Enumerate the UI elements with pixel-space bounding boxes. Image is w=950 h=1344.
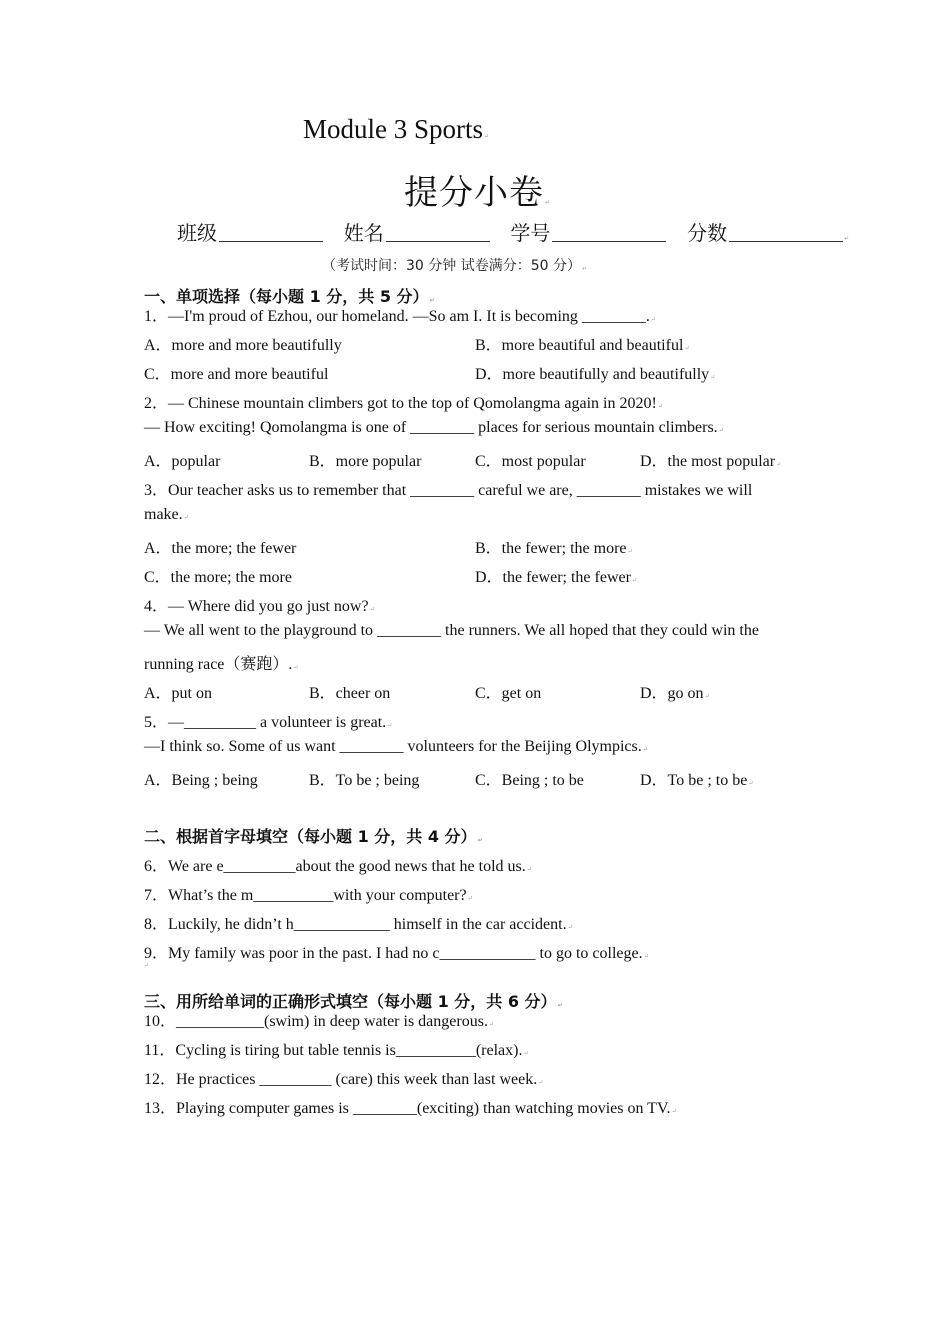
q8-line: 8．Luckily, he didn’t h____________ himself in the car accident.↵ [144,916,573,933]
q4-option-b: B．cheer on [309,685,391,702]
student-info-row: 班级 姓名 学号 分数 ↵ [177,221,850,245]
q2-stem: 2．— Chinese mountain climbers got to the top of Qomolangma again in 2020!↵ [144,395,663,412]
exam-info: （考试时间：30 分钟 试卷满分：50 分）↵ [322,258,588,274]
q5-option-c: C．Being ; to be [475,772,584,789]
q11-line: 11．Cycling is tiring but table tennis is__________(relax).↵ [144,1042,529,1059]
q2-option-d: D．the most popular↵ [640,453,782,470]
q4-stem: 4．— Where did you go just now?↵ [144,598,375,615]
q4-option-a: A．put on [144,685,213,702]
q1-option-b: B．more beautiful and beautiful↵ [475,337,690,354]
q2-stem-2: — How exciting! Qomolangma is one of ________ places for serious mountain climbers.↵ [144,419,724,436]
q4-option-d: D．go on↵ [640,685,710,702]
q10-line: 10．___________(swim) in deep water is dangerous.↵ [144,1013,494,1030]
q6-line: 6．We are e_________about the good news that he told us.↵ [144,858,532,875]
score-blank[interactable] [729,223,843,242]
q4-option-c: C．get on [475,685,542,702]
q5-stem: 5．—_________ a volunteer is great.↵ [144,714,393,731]
q1-option-d: D．more beautifully and beautifully↵ [475,366,716,383]
score-label: 分数 [687,221,728,245]
q5-option-d: D．To be ; to be↵ [640,772,754,789]
name-blank[interactable] [386,223,490,242]
q5-stem-2: —I think so. Some of us want ________ volunteers for the Beijing Olympics.↵ [144,738,648,755]
q9-line: 9．My family was poor in the past. I had no c____________ to go to college.↵ [144,945,649,962]
q12-line: 12．He practices _________ (care) this week than last week.↵ [144,1071,544,1088]
q3-stem-2: make.↵ [144,506,189,523]
q5-option-b: B．To be ; being [309,772,420,789]
q1-stem: 1．—I'm proud of Ezhou, our homeland. —So am I. It is becoming ________.↵ [144,308,656,325]
q13-line: 13．Playing computer games is ________(exciting) than watching movies on TV.↵ [144,1100,677,1117]
class-label: 班级 [177,221,217,245]
paper-subtitle: 提分小卷↵ [404,173,552,213]
class-blank[interactable] [219,223,323,242]
section-heading-3: 三、用所给单词的正确形式填空（每小题 1 分，共 6 分）↵ [144,992,563,1011]
q1-option-a: A．more and more beautifully [144,337,342,354]
q3-option-c: C．the more; the more [144,569,292,586]
module-title: Module 3 Sports↵ [303,114,490,144]
q3-stem: 3．Our teacher asks us to remember that ________ careful we are, ________ mistakes we will [144,482,753,499]
section-heading-2: 二、根据首字母填空（每小题 1 分，共 4 分）↵ [144,827,483,846]
q2-option-b: B．more popular [309,453,422,470]
q3-option-b: B．the fewer; the more↵ [475,540,633,557]
q2-option-c: C．most popular [475,453,586,470]
student-id-blank[interactable] [552,223,666,242]
q1-option-c: C．more and more beautiful [144,366,329,383]
section-heading-1: 一、单项选择（每小题 1 分，共 5 分）↵ [144,287,435,306]
q2-option-a: A．popular [144,453,221,470]
q3-option-d: D．the fewer; the fewer↵ [475,569,637,586]
name-label: 姓名 [343,221,384,245]
paragraph-mark: ↵ [144,963,150,969]
q4-stem-2: — We all went to the playground to ________ the runners. We all hoped that they could win the [144,622,759,639]
q4-stem-3: running race（赛跑）.↵ [144,656,299,673]
q5-option-a: A．Being ; being [144,772,258,789]
q3-option-a: A．the more; the fewer [144,540,297,557]
student-id-label: 学号 [510,221,551,245]
q7-line: 7．What’s the m__________with your computer?↵ [144,887,473,904]
